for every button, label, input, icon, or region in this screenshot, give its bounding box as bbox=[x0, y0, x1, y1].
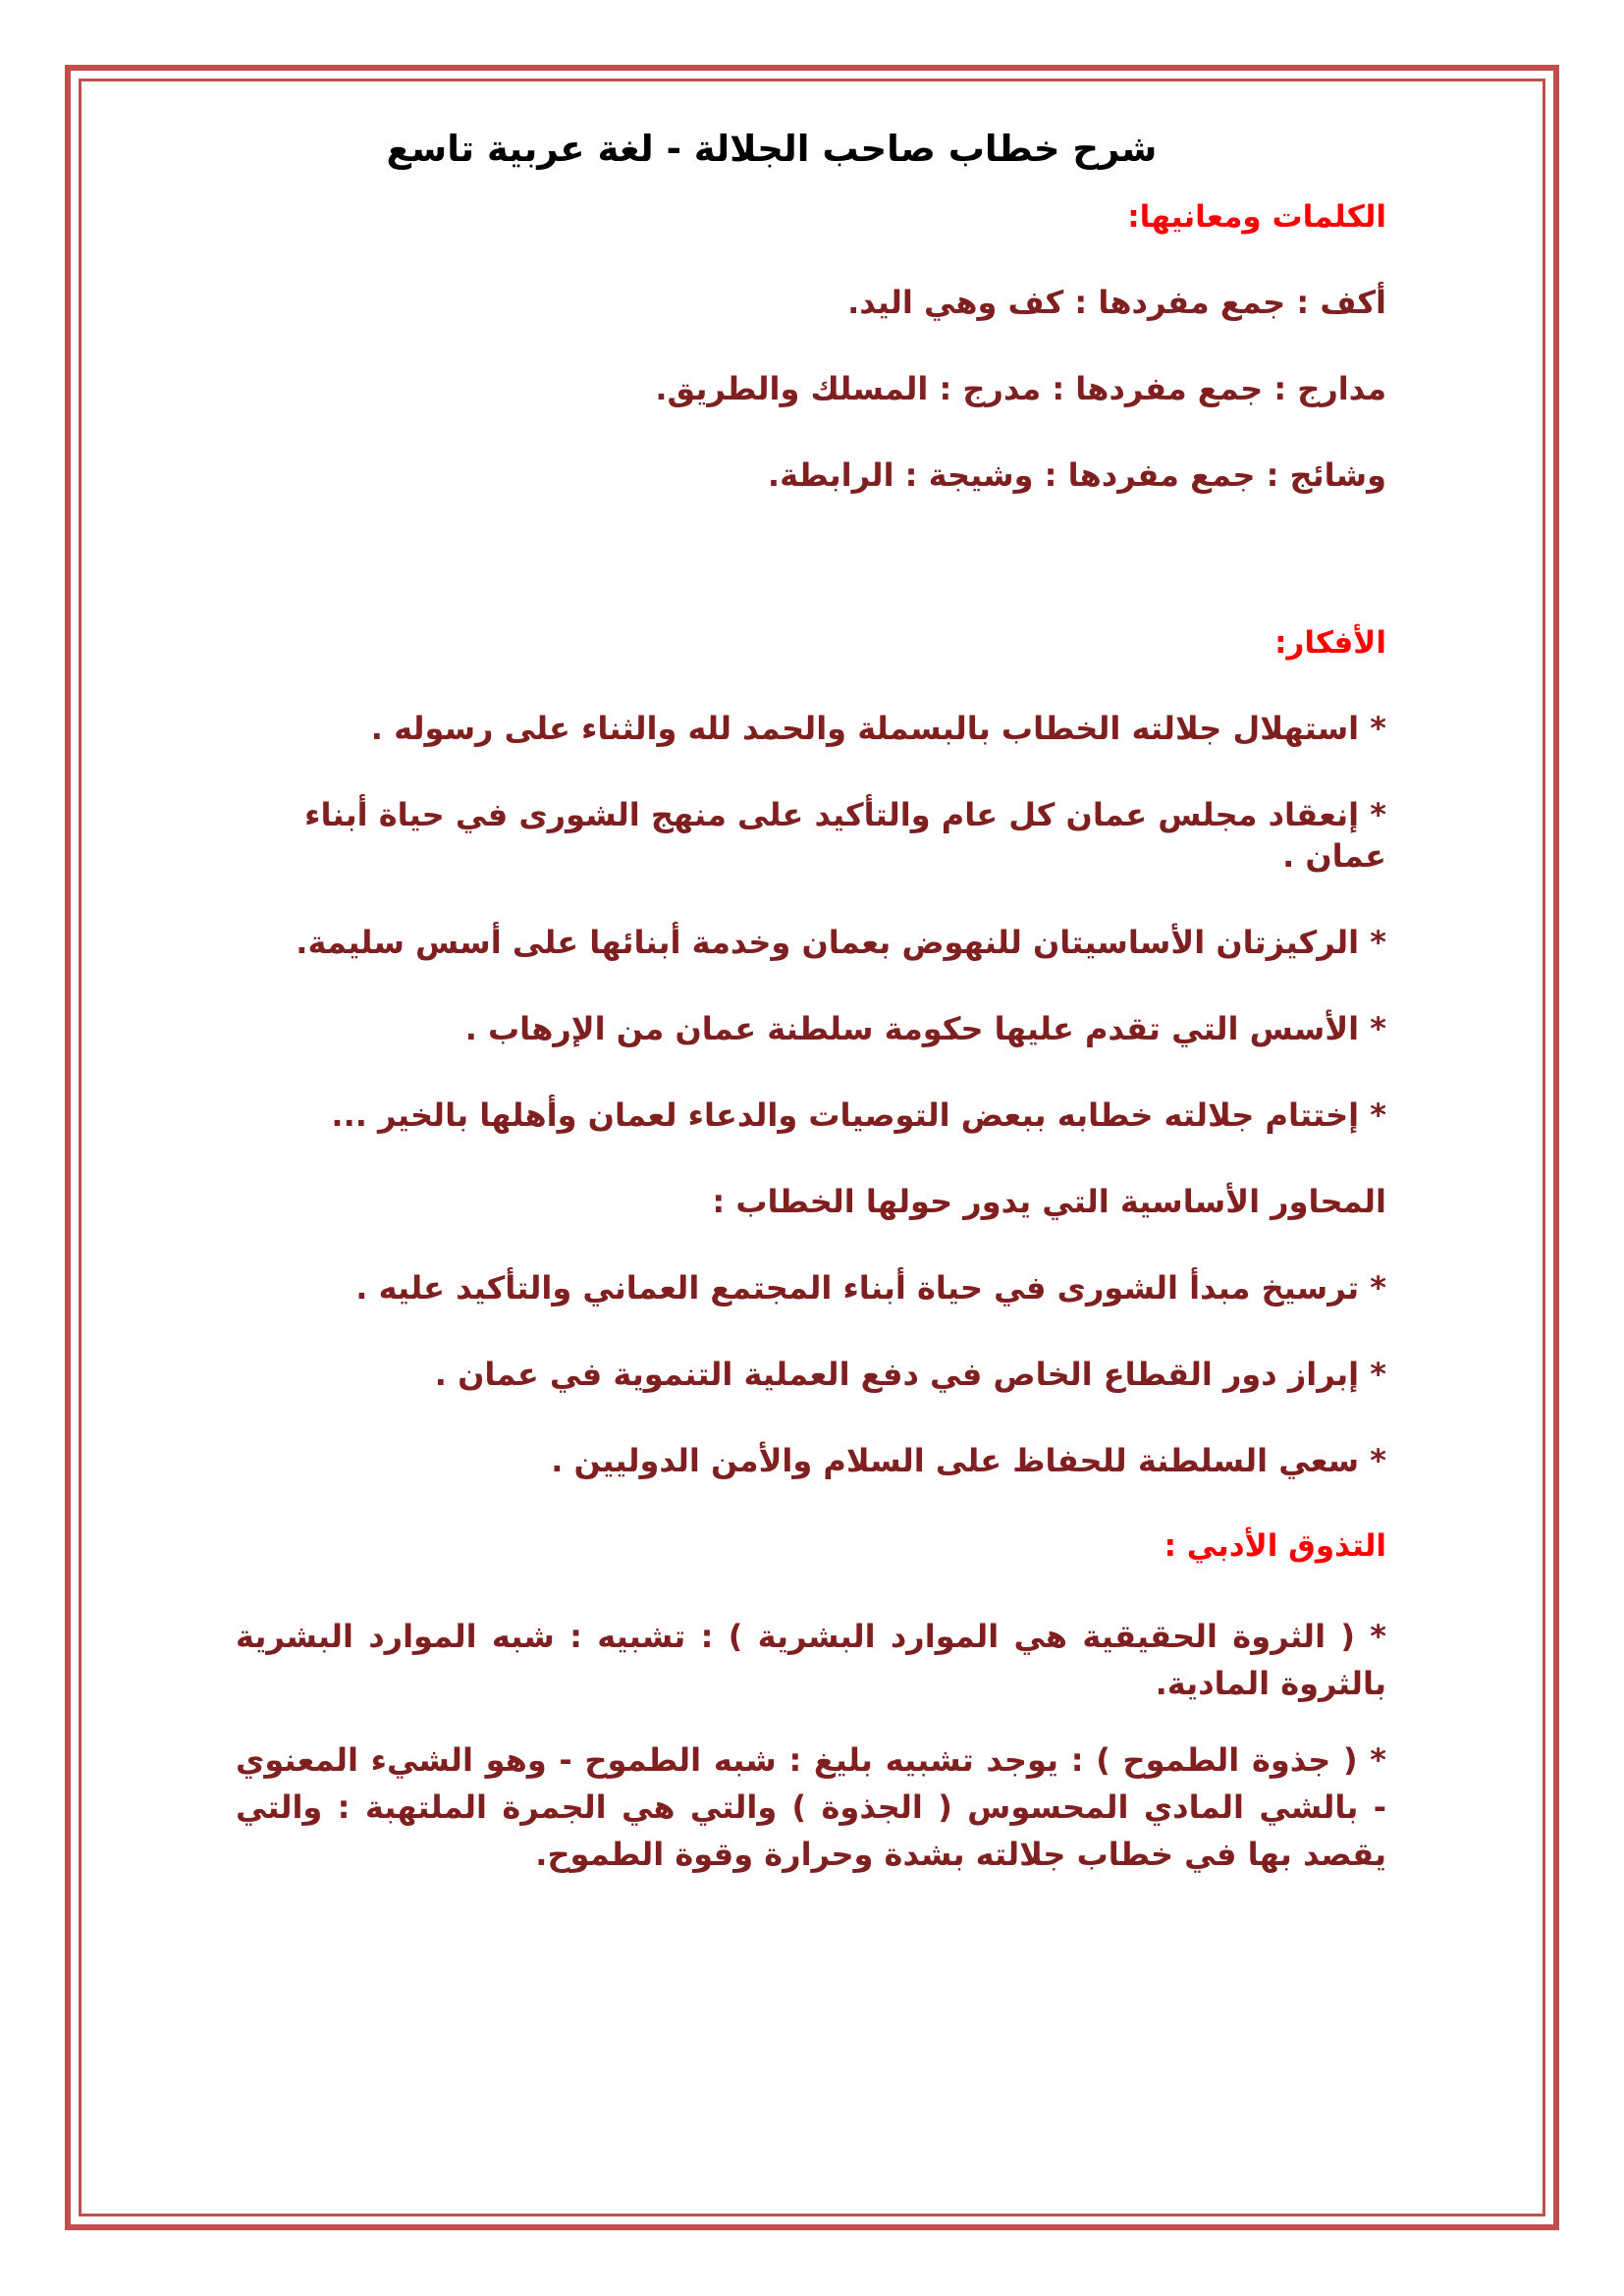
axis-item: * إبراز دور القطاع الخاص في دفع العملية التنموية في عمان . bbox=[434, 1356, 1386, 1393]
vocab-item: مدارج : جمع مفردها : مدرج : المسلك والطريق. bbox=[655, 370, 1386, 407]
ideas-section bbox=[236, 623, 1386, 1136]
ideas-heading: الأفكار: bbox=[1274, 625, 1386, 661]
vocab-heading: الكلمات ومعانيها: bbox=[1127, 199, 1386, 235]
axis-item: * ترسيخ مبدأ الشورى في حياة أبناء المجتمع العماني والتأكيد عليه . bbox=[355, 1269, 1386, 1307]
idea-item: * استهلال جلالته الخطاب بالبسملة والحمد لله والثناء على رسوله . bbox=[370, 710, 1386, 747]
vocab-section bbox=[236, 197, 1386, 496]
idea-item: * إنعقاد مجلس عمان كل عام والتأكيد على منهج الشورى في حياة أبناء عمان . bbox=[304, 796, 1386, 875]
axis-item: * سعي السلطنة للحفاظ على السلام والأمن الدوليين . bbox=[551, 1442, 1386, 1479]
document-page bbox=[236, 128, 1386, 1878]
vocab-item: أكف : جمع مفردها : كف وهي اليد. bbox=[847, 284, 1386, 321]
idea-item: * إختتام جلالته خطابه ببعض التوصيات والدعاء لعمان وأهلها بالخير ... bbox=[331, 1096, 1386, 1134]
literary-section bbox=[236, 1526, 1386, 1878]
literary-paragraph: * ( الثروة الحقيقية هي الموارد البشرية ) : تشبيه : شبه الموارد البشرية بالثروة المادية. bbox=[236, 1618, 1386, 1702]
idea-item: * الأسس التي تقدم عليها حكومة سلطنة عمان من الإرهاب . bbox=[464, 1010, 1386, 1047]
literary-heading: التذوق الأدبي : bbox=[1164, 1528, 1386, 1564]
vocab-item: وشائج : جمع مفردها : وشيجة : الرابطة. bbox=[767, 456, 1386, 494]
axes-intro: المحاور الأساسية التي يدور حولها الخطاب : bbox=[712, 1183, 1386, 1220]
idea-item: * الركيزتان الأساسيتان للنهوض بعمان وخدمة أبنائها على أسس سليمة. bbox=[296, 924, 1386, 961]
document-title: شرح خطاب صاحب الجلالة - لغة عربية تاسع bbox=[386, 128, 1158, 170]
axes-section bbox=[236, 1181, 1386, 1481]
literary-paragraph: * ( جذوة الطموح ) : يوجد تشبيه بليغ : شبه الطموح - وهو الشيء المعنوي - بالشي المادي المحسوس ( الجذوة ) والتي هي الجمرة الملتهبة : والتي يقصد بها في خطاب جلالته بشدة وحرارة وقوة الطموح. bbox=[236, 1741, 1386, 1873]
